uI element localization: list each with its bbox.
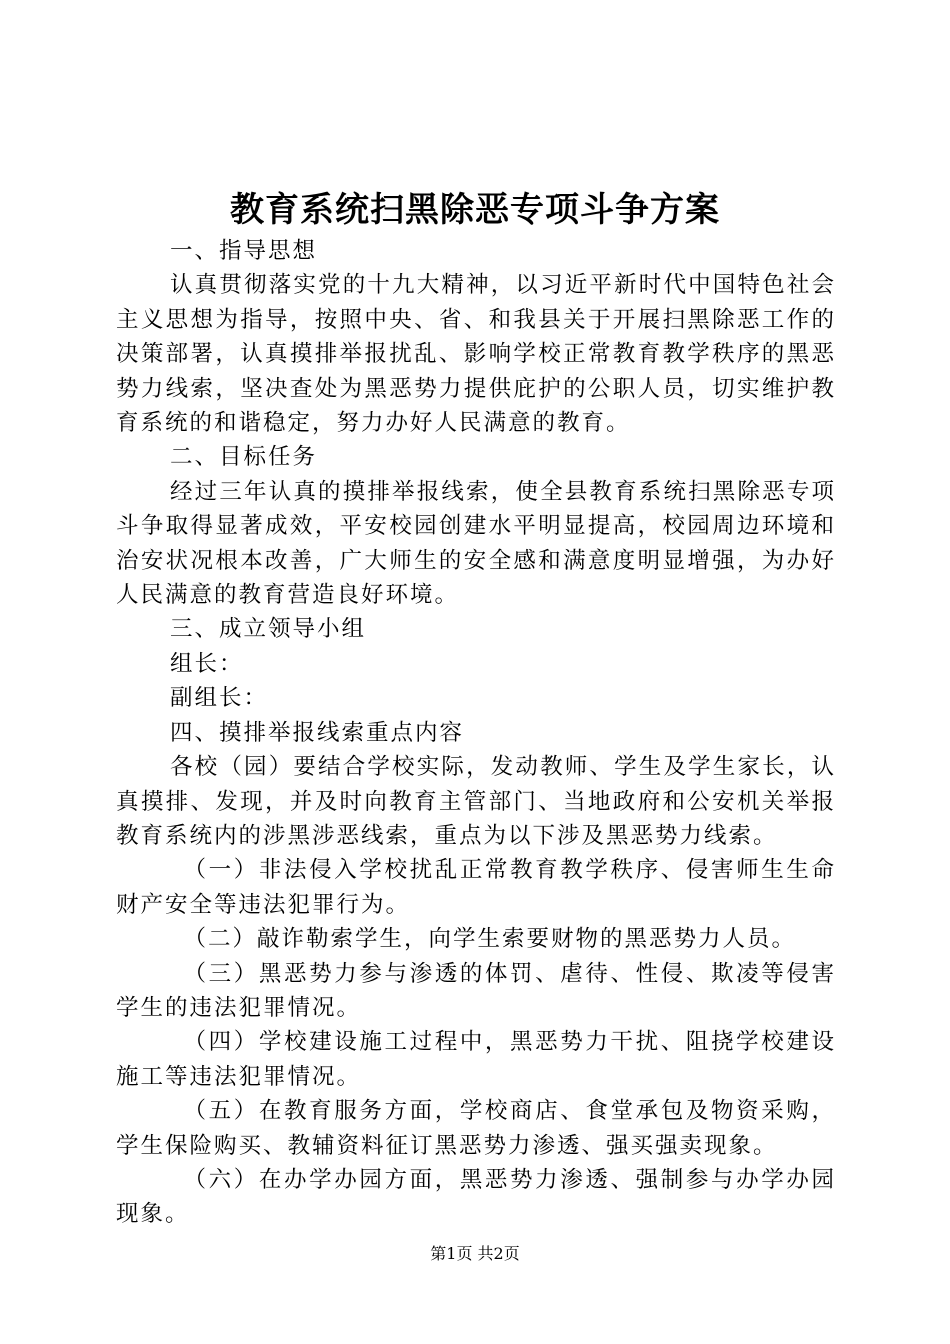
list-item-2: （二）敲诈勒索学生，向学生索要财物的黑恶势力人员。 bbox=[183, 926, 797, 953]
section-heading-leadership-group: 三、成立领导小组 bbox=[170, 616, 367, 643]
paragraph-key-content: 各校（园）要结合学校实际，发动教师、学生及学生家长，认真摸排、发现，并及时向教育主管部门、当地政府和公安机关举报教育系统内的涉黑涉恶线索，重点为以下涉及黑恶势力线索。 bbox=[116, 754, 836, 849]
list-item-3: （三）黑恶势力参与渗透的体罚、虐待、性侵、欺凌等侵害学生的违法犯罪情况。 bbox=[116, 960, 836, 1021]
section-heading-guiding-ideology: 一、指导思想 bbox=[170, 238, 318, 264]
page-number-footer: 第1页 共2页 bbox=[430, 1244, 520, 1263]
section-heading-goals: 二、目标任务 bbox=[170, 444, 318, 471]
list-item-5: （五）在教育服务方面，学校商店、食堂承包及物资采购，学生保险购买、教辅资料征订黑恶势力渗透、强买强卖现象。 bbox=[116, 1098, 836, 1159]
section-heading-key-content: 四、摸排举报线索重点内容 bbox=[170, 719, 465, 746]
list-item-4: （四）学校建设施工过程中，黑恶势力干扰、阻挠学校建设施工等违法犯罪情况。 bbox=[116, 1029, 836, 1090]
list-item-1: （一）非法侵入学校扰乱正常教育教学秩序、侵害师生生命财产安全等违法犯罪行为。 bbox=[116, 857, 836, 918]
deputy-group-leader-line: 副组长： bbox=[170, 685, 269, 712]
document-body bbox=[116, 234, 836, 1232]
list-item-6: （六）在办学办园方面，黑恶势力渗透、强制参与办学办园现象。 bbox=[116, 1166, 836, 1228]
group-leader-line: 组长： bbox=[170, 650, 244, 677]
paragraph-goals: 经过三年认真的摸排举报线索，使全县教育系统扫黑除恶专项斗争取得显著成效，平安校园创建水平明显提高，校园周边环境和治安状况根本改善，广大师生的安全感和满意度明显增强，为办好人民满意的教育营造良好环境。 bbox=[116, 478, 836, 609]
document-title: 教育系统扫黑除恶专项斗争方案 bbox=[230, 190, 720, 230]
paragraph-guiding-ideology: 认真贯彻落实党的十九大精神，以习近平新时代中国特色社会主义思想为指导，按照中央、省、和我县关于开展扫黑除恶工作的决策部署，认真摸排举报扰乱、影响学校正常教育教学秩序的黑恶势力线索，坚决查处为黑恶势力提供庇护的公职人员，切实维护教育系统的和谐稳定，努力办好人民满意的教育。 bbox=[116, 272, 836, 437]
